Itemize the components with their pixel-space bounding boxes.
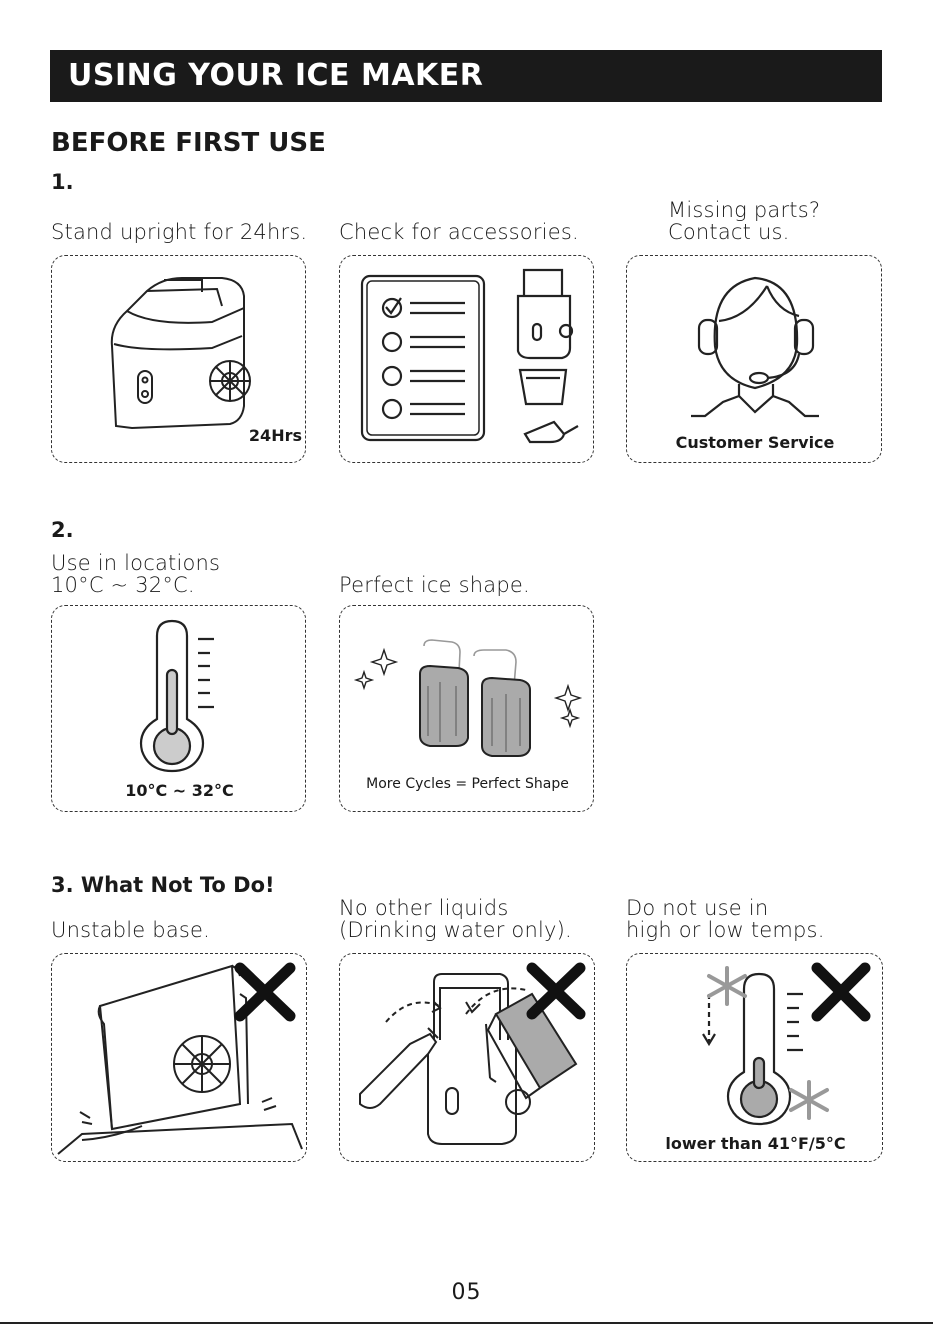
panel-customer-service	[626, 255, 882, 463]
panel-temps	[626, 953, 883, 1162]
label-more-cycles: More Cycles = Perfect Shape	[366, 776, 569, 792]
label-lower-than: lower than 41°F/5°C	[665, 1134, 846, 1153]
label-customer-service: Customer Service	[675, 433, 835, 452]
caption-stand-upright: Stand upright for 24hrs.	[51, 220, 308, 244]
caption-unstable-base: Unstable base.	[51, 918, 211, 942]
caption-no-other-liquids: No other liquids (Drinking water only).	[339, 896, 572, 942]
panel-accessories	[339, 255, 594, 463]
page-number: 05	[451, 1280, 482, 1305]
panel-no-other-liquids	[339, 953, 595, 1162]
section-title: BEFORE FIRST USE	[51, 128, 326, 158]
cold-thermometer-icon	[627, 954, 884, 1163]
liquids-icon	[340, 954, 596, 1163]
step-3-title: 3. What Not To Do!	[51, 873, 275, 897]
caption-accessories: Check for accessories.	[339, 220, 579, 244]
panel-thermometer	[51, 605, 306, 812]
caption-ice-shape: Perfect ice shape.	[339, 573, 530, 597]
panel-stand-upright	[51, 255, 306, 463]
panel-unstable-base	[51, 953, 307, 1162]
page-title: USING YOUR ICE MAKER	[68, 58, 484, 93]
panel-ice-shape	[339, 605, 594, 812]
caption-locations: Use in locations 10°C ~ 32°C.	[51, 551, 221, 597]
tilted-ice-maker-icon	[52, 954, 308, 1163]
not-allowed-cross-icon	[240, 968, 290, 1016]
caption-missing-parts: Missing parts? Contact us.	[668, 198, 821, 244]
label-temperature-range: 10°C ~ 32°C	[125, 781, 234, 800]
step-2-number: 2.	[51, 518, 74, 542]
step-1-number: 1.	[51, 170, 74, 194]
header-bar	[50, 50, 882, 102]
label-24hrs: 24Hrs	[248, 426, 302, 445]
caption-temps: Do not use in high or low temps.	[626, 896, 825, 942]
checklist-icon	[340, 256, 595, 464]
